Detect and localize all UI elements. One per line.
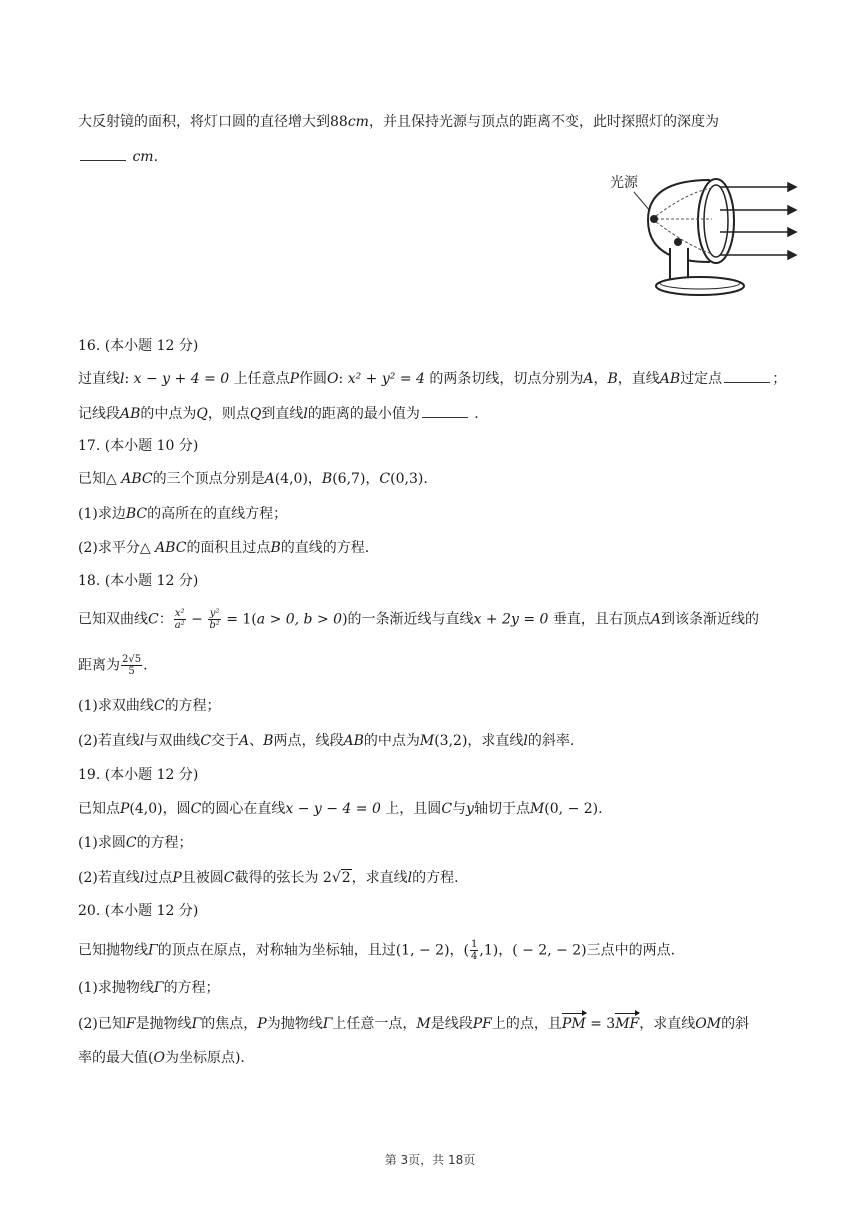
t: 、 bbox=[249, 733, 264, 749]
q17-part-1 bbox=[78, 504, 800, 524]
eq: x − y − 4 = 0 bbox=[285, 801, 381, 817]
q15-text-b: ，并且保持光源与顶点的距离不变，此时探照灯的深度为 bbox=[368, 114, 719, 130]
answer-blank bbox=[80, 146, 126, 161]
t: 到直线 bbox=[261, 406, 304, 422]
den: 4 bbox=[471, 951, 478, 962]
var: PF bbox=[472, 1016, 492, 1032]
t: = 1( bbox=[221, 611, 257, 628]
t: : bbox=[338, 371, 348, 387]
q17-part-2 bbox=[78, 538, 800, 558]
t: 作圆 bbox=[299, 371, 328, 387]
t: 上的点，且 bbox=[491, 1016, 562, 1032]
var: AB bbox=[120, 406, 141, 422]
t: 已知点 bbox=[78, 801, 120, 817]
t: ， bbox=[593, 371, 608, 387]
var: Q bbox=[196, 406, 208, 422]
var: C bbox=[223, 870, 235, 886]
q18-part-2 bbox=[78, 731, 800, 751]
t: 的顶点在原点，对称轴为坐标轴，且过(1, − 2)，( bbox=[157, 942, 469, 959]
t: 的斜率. bbox=[527, 733, 575, 749]
t: . bbox=[469, 406, 479, 422]
q20-header: 20. (本小题 12 分) bbox=[78, 903, 199, 919]
t: 交于 bbox=[211, 733, 240, 749]
t: 两点，线段 bbox=[273, 733, 344, 749]
var: l bbox=[139, 870, 145, 886]
t: . bbox=[143, 657, 148, 674]
t: ,1)，( − 2, − 2)三点中的两点. bbox=[479, 942, 676, 959]
var: A bbox=[583, 371, 594, 387]
var: OM bbox=[695, 1016, 722, 1032]
q19-part-2 bbox=[78, 868, 800, 888]
t: ，求直线 bbox=[639, 1016, 696, 1032]
t: (1)求圆 bbox=[78, 835, 126, 851]
var: P bbox=[257, 1016, 267, 1032]
q15-unit-2: cm bbox=[132, 149, 154, 165]
t: 的三个顶点分别是 bbox=[152, 471, 265, 487]
q15-line-1 bbox=[78, 112, 800, 132]
var: C bbox=[148, 611, 159, 628]
radicand: 2 bbox=[341, 870, 351, 886]
var: O bbox=[153, 1050, 165, 1066]
t: 与 bbox=[452, 801, 467, 817]
var: AB bbox=[343, 733, 364, 749]
var: l bbox=[120, 371, 125, 387]
q18-part-1 bbox=[78, 696, 800, 716]
q15-period: . bbox=[153, 149, 159, 165]
var: F bbox=[125, 1016, 136, 1032]
var: C bbox=[379, 471, 391, 487]
t: 上任意点 bbox=[229, 371, 290, 387]
q20-part-1 bbox=[78, 978, 800, 998]
q15-text: 大反射镜的面积，将灯口圆的直径增大到 bbox=[78, 114, 330, 130]
t: 上任意一点， bbox=[332, 1016, 417, 1032]
t: 的圆心在直线 bbox=[201, 801, 286, 817]
var: B bbox=[263, 733, 274, 749]
var: P bbox=[289, 371, 300, 387]
den: b² bbox=[209, 620, 220, 631]
answer-blank bbox=[422, 403, 468, 418]
t: (2)若直线 bbox=[78, 733, 140, 749]
q17-line-1 bbox=[78, 469, 800, 489]
var: y bbox=[466, 801, 474, 817]
t: 已知双曲线 bbox=[78, 611, 148, 628]
t: (1)求边 bbox=[78, 506, 126, 522]
t: 是抛物线 bbox=[135, 1016, 192, 1032]
var: AB bbox=[659, 371, 681, 387]
q20-line-1 bbox=[78, 939, 800, 962]
eq: a > 0, b > 0 bbox=[256, 611, 343, 628]
q19-line-1 bbox=[78, 799, 800, 819]
num: 1 bbox=[471, 939, 478, 950]
t: 记线段 bbox=[78, 406, 120, 422]
t: (0, − 2). bbox=[544, 801, 603, 817]
t: ； bbox=[772, 371, 787, 387]
t: (3,2)，求直线 bbox=[434, 733, 524, 749]
t: (6,7)， bbox=[332, 471, 380, 487]
t: 的两条切线，切点分别为 bbox=[424, 371, 584, 387]
t: 的方程； bbox=[163, 980, 220, 996]
var: BC bbox=[125, 506, 148, 522]
t: 的斜 bbox=[721, 1016, 750, 1032]
q20-line-3 bbox=[78, 1048, 800, 1068]
eq: x² + y² = 4 bbox=[347, 371, 425, 387]
t: 为抛物线 bbox=[266, 1016, 323, 1032]
t: 已知△ bbox=[78, 471, 122, 487]
t: 上，且圆 bbox=[380, 801, 442, 817]
t: 的焦点， bbox=[201, 1016, 258, 1032]
var: l bbox=[407, 870, 413, 886]
t: (0,3). bbox=[390, 471, 428, 487]
t: 过点 bbox=[144, 870, 173, 886]
var: l bbox=[303, 406, 308, 422]
var: Γ bbox=[322, 1016, 333, 1032]
t: 的中点为 bbox=[140, 406, 197, 422]
t: 已知抛物线 bbox=[78, 942, 148, 959]
q18-header: 18. (本小题 12 分) bbox=[78, 573, 199, 589]
var: l bbox=[139, 733, 145, 749]
t: ： bbox=[158, 611, 173, 628]
vector-mf: MF bbox=[615, 1016, 640, 1032]
var: C bbox=[153, 698, 165, 714]
t: 的中点为 bbox=[363, 733, 420, 749]
var: ABC bbox=[121, 471, 153, 487]
var: B bbox=[607, 371, 618, 387]
q16-line-2 bbox=[78, 403, 800, 424]
t: = 3 bbox=[585, 1016, 616, 1032]
t: 截得的弦长为 2 bbox=[234, 870, 332, 886]
t: 与双曲线 bbox=[144, 733, 201, 749]
var: ABC bbox=[155, 540, 187, 556]
var: C bbox=[441, 801, 453, 817]
var: Γ bbox=[148, 942, 158, 959]
t: )的一条渐近线与直线 bbox=[342, 611, 474, 628]
t: 的方程； bbox=[164, 698, 221, 714]
t: 的方程. bbox=[412, 870, 459, 886]
t: ，则点 bbox=[207, 406, 250, 422]
light-source-label: 光源 bbox=[610, 175, 638, 191]
t: ，直线 bbox=[617, 371, 660, 387]
fraction-distance bbox=[121, 654, 142, 677]
t: (2)若直线 bbox=[78, 870, 140, 886]
den: 5 bbox=[128, 666, 135, 677]
q19-header: 19. (本小题 12 分) bbox=[78, 767, 199, 783]
fraction-quarter bbox=[470, 939, 478, 962]
fraction-y bbox=[208, 608, 220, 631]
q19-part-1 bbox=[78, 833, 800, 853]
var: C bbox=[125, 835, 137, 851]
q16-header: 16. (本小题 12 分) bbox=[78, 338, 199, 354]
var: P bbox=[172, 870, 182, 886]
t: 是线段 bbox=[430, 1016, 473, 1032]
var: C bbox=[200, 733, 212, 749]
t: (1)求双曲线 bbox=[78, 698, 154, 714]
q20-part-2 bbox=[78, 1014, 800, 1034]
var: C bbox=[190, 801, 202, 817]
q16-line-1 bbox=[78, 368, 800, 389]
t: 的面积且过点 bbox=[186, 540, 271, 556]
sqrt-two: √2 bbox=[331, 870, 351, 886]
q17-header: 17. (本小题 10 分) bbox=[78, 438, 199, 454]
var: Γ bbox=[191, 1016, 202, 1032]
var: B bbox=[270, 540, 281, 556]
num: y² bbox=[209, 608, 220, 619]
t: ，求直线 bbox=[351, 870, 408, 886]
vector-pm: PM bbox=[561, 1016, 586, 1032]
answer-blank bbox=[724, 368, 770, 383]
t: 到该条渐近线的 bbox=[661, 611, 759, 628]
t: : bbox=[124, 371, 134, 387]
var: A bbox=[264, 471, 275, 487]
q15-line-2 bbox=[78, 146, 800, 167]
t: 率的最大值( bbox=[78, 1050, 154, 1066]
num: 2√5 bbox=[122, 654, 142, 665]
q15-num: 88 bbox=[330, 114, 348, 130]
var: A bbox=[239, 733, 250, 749]
t: (4,0)，圆 bbox=[129, 801, 191, 817]
fraction-x bbox=[174, 608, 186, 631]
q18-line-2 bbox=[78, 654, 800, 677]
t: 为坐标原点). bbox=[164, 1050, 245, 1066]
t: 过定点 bbox=[680, 371, 723, 387]
var: l bbox=[523, 733, 528, 749]
q18-line-1 bbox=[78, 608, 800, 631]
var: B bbox=[321, 471, 333, 487]
t: (2)求平分△ bbox=[78, 540, 156, 556]
searchlight-figure bbox=[608, 166, 798, 302]
t: (1)求抛物线 bbox=[78, 980, 154, 996]
page-footer: 第 3页，共 18页 bbox=[384, 1153, 476, 1167]
num: x² bbox=[174, 608, 185, 619]
var: M bbox=[529, 801, 545, 817]
var: P bbox=[120, 801, 130, 817]
var: M bbox=[419, 733, 435, 749]
var: Q bbox=[249, 406, 262, 422]
t: 的直线的方程. bbox=[280, 540, 370, 556]
t: 过直线 bbox=[78, 371, 120, 387]
t: (4,0)， bbox=[274, 471, 322, 487]
t: 的距离的最小值为 bbox=[307, 406, 420, 422]
t: 垂直，且右顶点 bbox=[548, 611, 651, 628]
var: Γ bbox=[153, 980, 164, 996]
t: − bbox=[186, 611, 208, 628]
var: A bbox=[650, 611, 661, 628]
t: (2)已知 bbox=[78, 1016, 126, 1032]
den: a² bbox=[174, 620, 185, 631]
t: 且被圆 bbox=[181, 870, 224, 886]
eq: x + 2y = 0 bbox=[473, 611, 549, 628]
t: 距离为 bbox=[78, 657, 120, 674]
var: M bbox=[416, 1016, 431, 1032]
t: 的高所在的直线方程； bbox=[147, 506, 288, 522]
t: 轴切于点 bbox=[473, 801, 530, 817]
var: O bbox=[327, 371, 339, 387]
t: 的方程； bbox=[136, 835, 193, 851]
eq: x − y + 4 = 0 bbox=[133, 371, 230, 387]
q15-unit: cm bbox=[347, 114, 369, 130]
